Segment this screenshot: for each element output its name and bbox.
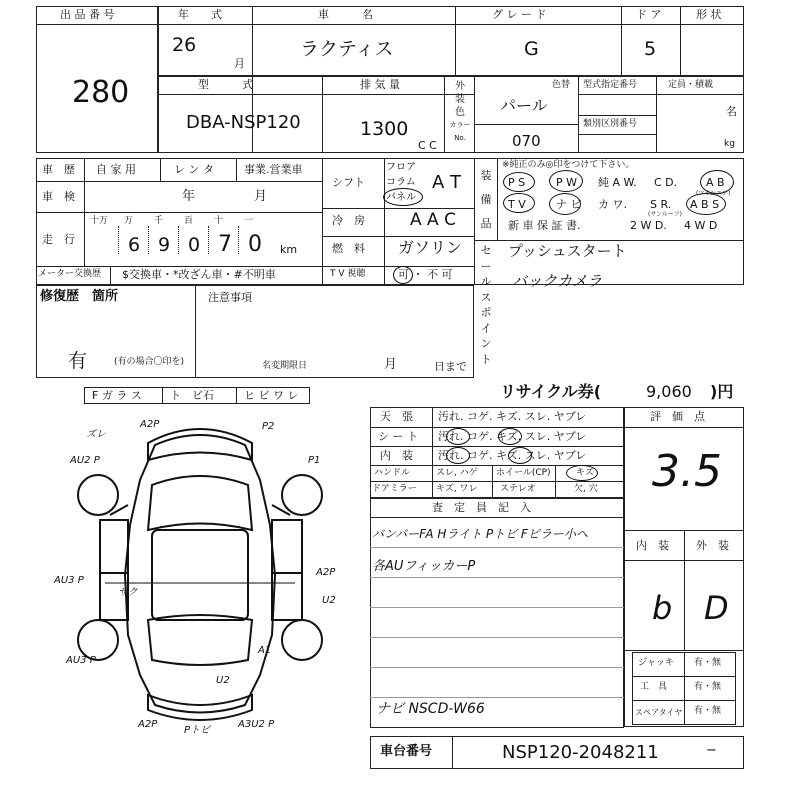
- model-label: 型 式: [198, 78, 253, 91]
- spare-label: スペアタイヤ: [635, 708, 683, 717]
- car-name-label: 車 名: [318, 8, 373, 21]
- mirror-right: [272, 505, 290, 515]
- car-damage-diagram: [40, 405, 360, 745]
- score-value: 3.5: [652, 446, 722, 497]
- sr-sub: (サンルーフ): [648, 211, 682, 218]
- wheel-front-left: [78, 475, 118, 515]
- front-bumper: [148, 429, 252, 460]
- equipment-row-2: T V ナ ビ カ ワ. S R. A B S: [508, 198, 720, 211]
- glass-label-crack: ヒ ビ ワ レ: [244, 389, 299, 402]
- tool-label: 工 具: [640, 682, 668, 692]
- spare-options: 有・無: [694, 706, 722, 716]
- chassis-suffix: −: [706, 743, 717, 758]
- ceiling-options: 汚れ. コゲ. キズ. スレ. ヤブレ: [438, 410, 587, 423]
- ab-sub: (ツインエア): [696, 190, 731, 197]
- glass-label-chip: ト ビ石: [170, 389, 214, 402]
- diagram-mark: サク: [118, 587, 138, 598]
- color-change-label: 色替: [552, 80, 571, 90]
- glass-label-f: F ガ ラ ス: [92, 389, 142, 402]
- diagram-mark: ズレ: [86, 429, 106, 440]
- body-type-label: 形 状: [696, 8, 722, 21]
- load-unit: kg: [724, 139, 735, 149]
- equipment-row-1: P S P W 純 A W. C D. A B: [508, 176, 725, 189]
- year-month-unit: 月: [234, 57, 245, 70]
- ac-label: 冷 房: [332, 214, 365, 227]
- car-name: ラクティス: [300, 38, 394, 60]
- diagram-mark: A2P: [316, 567, 336, 578]
- type-designation-label: 型式指定番号: [583, 80, 638, 90]
- mirror-options: キズ, ワレ: [436, 484, 478, 494]
- inspector-label: 査 定 員 記 入: [432, 501, 531, 514]
- chassis-label: 車台番号: [380, 744, 433, 759]
- diagram-mark: U2: [322, 595, 336, 606]
- reg-month-unit: 月: [384, 357, 398, 372]
- score-interior-label: 内 装: [636, 539, 669, 552]
- wheel-front-right: [282, 475, 322, 515]
- mileage-grid: 十万 万 千 百 十 一 6 9 0 7 0: [90, 216, 262, 257]
- notes-label: 注意事項: [208, 291, 252, 304]
- km-unit: km: [280, 243, 298, 256]
- shift-value: A T: [432, 172, 462, 193]
- inspector-line-1: バンパーFA Hライト Pトビ Fピラー小ヘ: [372, 527, 588, 541]
- grade-label: グ レ ー ド: [492, 8, 547, 21]
- ac-value: A A C: [410, 210, 456, 230]
- diagram-mark: A1: [258, 645, 272, 656]
- diagram-mark: A3U2 P: [238, 719, 275, 730]
- meter-change-label: メーター交換歴: [38, 269, 102, 279]
- mirror-left: [110, 505, 128, 515]
- repair-value: 有: [68, 350, 88, 372]
- wheel-label: ホイール(CP): [496, 468, 551, 478]
- diagram-mark: P2: [262, 421, 275, 432]
- history-label: 車 歴: [42, 163, 75, 176]
- interior-label: 内 装: [380, 449, 413, 462]
- left-side-panel: [100, 520, 128, 620]
- tv-possible-circle: [393, 266, 413, 284]
- right-side-panel: [272, 520, 302, 620]
- score-exterior-label: 外 装: [696, 539, 729, 552]
- diagram-mark: AU3 P: [66, 655, 96, 666]
- shift-label: シフト: [332, 176, 365, 189]
- year-value: 26: [172, 34, 197, 56]
- inspection-label: 車 検: [42, 190, 75, 203]
- recycle-amount: 9,060: [646, 382, 692, 401]
- score-exterior-value: D: [704, 589, 729, 627]
- lot-number-label: 出 品 番 号: [60, 8, 115, 21]
- mileage-digit: 6: [128, 234, 141, 256]
- mileage-digit: 0: [188, 234, 201, 256]
- exterior-color-label: 外 装 色 カラー No.: [449, 81, 471, 142]
- jack-label: ジャッキ: [638, 658, 674, 668]
- color-code: 070: [512, 132, 541, 150]
- tv-label: T V 視聴: [330, 269, 366, 279]
- windshield: [148, 476, 252, 530]
- wheel-rear-right: [282, 620, 322, 660]
- jack-options: 有・無: [694, 658, 722, 668]
- sales-point-line-2: バックカメラ: [512, 272, 603, 290]
- equipment-row-3: 新 車 保 証 書. 2 W D. 4 W D: [508, 219, 718, 232]
- ceiling-label: 天 張: [380, 410, 413, 423]
- displacement-label: 排 気 量: [360, 78, 400, 91]
- meter-options: $交換車・*改ざん車・#不明車: [122, 268, 276, 281]
- seat-label: シ ー ト: [378, 430, 418, 443]
- rental-label: レ ン タ: [174, 163, 214, 176]
- handle-label: ハンドル: [374, 468, 411, 478]
- fuel-label: 燃 料: [332, 242, 365, 255]
- rear-glass: [148, 615, 252, 665]
- handle-options: スレ, ハゲ: [436, 468, 478, 478]
- sales-point-line-1: プッシュスタート: [508, 242, 627, 260]
- diagram-mark: U2: [216, 675, 230, 686]
- reg-expiry-label: 名変期限日: [262, 361, 308, 371]
- diagram-mark: AU2 P: [70, 455, 100, 466]
- interior-options: 汚れ. コゲ. キズ. スレ. ヤブレ: [438, 449, 587, 462]
- score-label: 評 価 点: [650, 410, 705, 423]
- shift-options: フロア コラム パネル: [386, 162, 416, 203]
- stereo-options: 欠, 穴: [574, 484, 598, 494]
- diagram-mark: P1: [308, 455, 321, 466]
- mileage-digit: 7: [218, 232, 232, 257]
- equipment-label: 装 備 品: [480, 169, 492, 230]
- inspector-line-2: 各AUフィッカーP: [372, 559, 476, 574]
- shift-panel-circle: [383, 188, 423, 206]
- fuel-value: ガソリン: [398, 238, 463, 257]
- reg-day-unit: 日まで: [434, 360, 467, 373]
- category-number-label: 類別区別番号: [583, 119, 638, 129]
- diagram-mark: A2P: [138, 719, 158, 730]
- private-use-label: 自 家 用: [96, 163, 136, 176]
- model: DBA-NSP120: [186, 112, 301, 133]
- score-interior-value: b: [652, 589, 673, 627]
- mileage-label: 走 行: [42, 233, 75, 246]
- cc-unit: C C: [418, 139, 437, 152]
- mileage-digit: 9: [158, 234, 171, 256]
- displacement: 1300: [360, 118, 409, 140]
- wheel-rear-left: [78, 620, 118, 660]
- stereo-label: ステレオ: [500, 484, 536, 494]
- equipment-note: ※純正のみ◎印をつけて下さい。: [502, 160, 635, 170]
- diagram-mark: A2P: [140, 419, 160, 430]
- doors-label: ド ア: [636, 8, 662, 21]
- color-name: パール: [500, 96, 548, 115]
- diagram-mark: Pトビ: [184, 725, 211, 736]
- mirror-label: ドアミラー: [372, 484, 417, 494]
- lot-number: 280: [72, 75, 130, 110]
- inspection-year-unit: 年: [182, 189, 196, 204]
- wheel-value: キズ: [576, 468, 594, 478]
- mileage-digit: 0: [248, 232, 262, 257]
- recycle-label: リサイクル券(: [500, 382, 602, 401]
- seat-options: 汚れ. コゲ. キズ. スレ. ヤブレ: [438, 430, 587, 443]
- tool-options: 有・無: [694, 682, 722, 692]
- chassis-number: NSP120-2048211: [502, 742, 659, 763]
- inspector-vin-note: ナビ NSCD-W66: [376, 701, 485, 717]
- inspection-month-unit: 月: [254, 189, 268, 204]
- repair-label: 修復歴 箇所: [40, 289, 119, 304]
- sales-point-label: セ ー ル ス ポ イ ン ト: [480, 244, 492, 366]
- tv-options: 可 ・ 不 可: [398, 268, 453, 281]
- capacity-label: 定員・積載: [668, 80, 714, 90]
- grade: G: [524, 38, 539, 60]
- doors: 5: [644, 38, 657, 60]
- capacity-unit: 名: [726, 105, 737, 118]
- roof: [152, 530, 248, 620]
- year-label: 年 式: [178, 8, 222, 21]
- repair-note: (有の場合〇印を): [114, 357, 185, 367]
- business-label: 事業.営業車: [244, 163, 303, 176]
- recycle-suffix: )円: [710, 382, 734, 401]
- diagram-mark: AU3 P: [54, 575, 84, 586]
